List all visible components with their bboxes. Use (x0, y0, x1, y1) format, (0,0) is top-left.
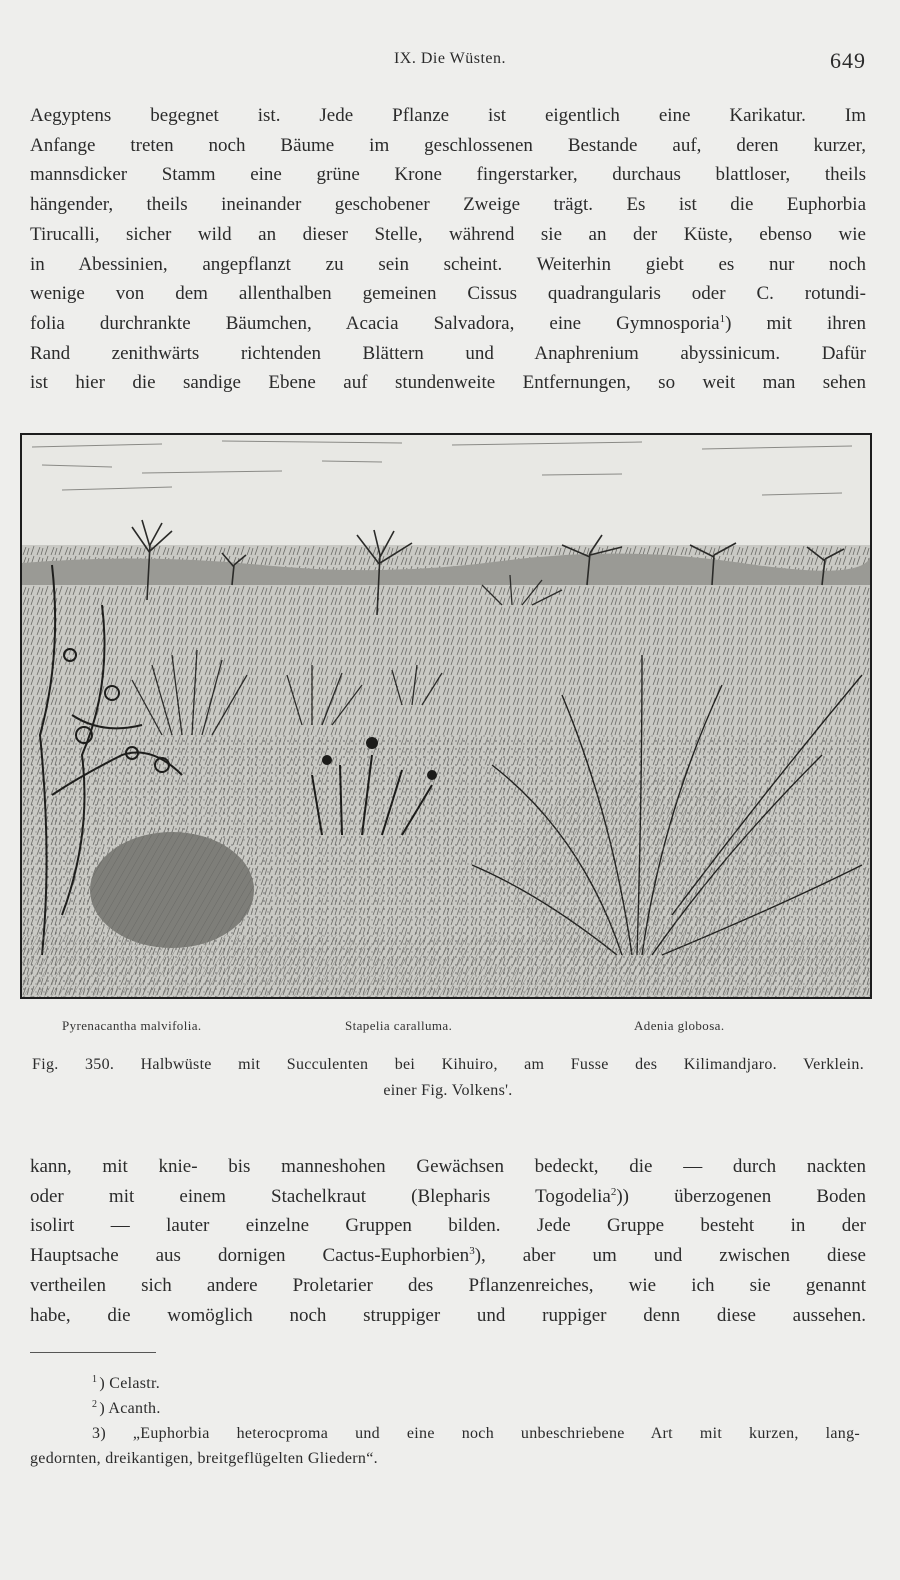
plant-label: Pyrenacantha malvifolia. (62, 1018, 202, 1033)
figure-caption (32, 1052, 864, 1104)
text-line: hängender, theils ineinander geschobener Zweige trägt. Es ist die Euphorbia (30, 194, 866, 216)
text-line: mannsdicker Stamm eine grüne Krone fingerstarker, durchaus blattloser, theils (30, 164, 866, 186)
text-fragment: Hauptsache aus dornigen Cactus-Euphorbien (30, 1245, 470, 1267)
footnotes (30, 1371, 860, 1471)
plant-labels (0, 1018, 900, 1038)
top-paragraph (30, 101, 866, 398)
footnote-text: ) Acanth. (99, 1400, 161, 1417)
text-line (30, 1241, 866, 1271)
landscape-engraving (22, 435, 870, 997)
text-line: habe, die womöglich noch struppiger und ruppiger denn diese aussehen. (30, 1304, 866, 1326)
text-line: wenige von dem allenthalben gemeinen Cissus quadrangularis oder C. rotundi- (30, 283, 866, 305)
running-head (0, 48, 900, 74)
text-fragment: ) mit ihren (725, 312, 866, 334)
text-line: vertheilen sich andere Proletarier des Pflanzenreiches, wie ich sie genannt (30, 1274, 866, 1296)
text-fragment: oder mit einem Stachelkraut (Blepharis Togodelia (30, 1185, 611, 1207)
text-line: Anfange treten noch Bäume im geschlossenen Bestande auf, deren kurzer, (30, 134, 866, 156)
text-fragment: folia durchrankte Bäumchen, Acacia Salvadora, eine Gymnosporia (30, 312, 720, 334)
running-title: IX. Die Wüsten. (393, 50, 507, 67)
footnote-text: ) Celastr. (99, 1375, 161, 1392)
footnote-mark: 2 (92, 1399, 98, 1410)
text-line (30, 1182, 866, 1212)
text-line: Rand zenithwärts richtenden Blättern und Anaphrenium abyssinicum. Dafür (30, 342, 866, 364)
footnote-rule (30, 1352, 156, 1353)
text-fragment: ), aber um und zwischen diese (474, 1245, 866, 1267)
caption-line: Fig. 350. Halbwüste mit Succulenten bei Kihuiro, am Fusse des Kilimandjaro. Verklein. (32, 1056, 864, 1073)
footnote-ref[interactable]: 1 (719, 312, 726, 325)
plant-label: Stapelia caralluma. (345, 1018, 453, 1033)
text-line: in Abessinien, angepflanzt zu sein scheint. Weiterhin giebt es nur noch (30, 253, 866, 275)
text-line: ist hier die sandige Ebene auf stundenweite Entfernungen, so weit man sehen (30, 372, 866, 394)
text-line (30, 309, 866, 339)
footnote-text: ) „Euphorbia heterocproma und eine noch unbeschriebene Art mit kurzen, lang- (100, 1425, 860, 1442)
plant-label: Adenia globosa. (634, 1018, 725, 1033)
text-line: Tirucalli, sicher wild an dieser Stelle, während sie an der Küste, ebenso wie (30, 223, 866, 245)
foreground-scrub (22, 935, 870, 997)
bottom-paragraph (30, 1152, 866, 1330)
caption-line: einer Fig. Volkens'. (383, 1082, 513, 1099)
footnote-2 (30, 1396, 860, 1421)
figure-illustration (20, 433, 872, 999)
footnote-1 (30, 1371, 860, 1396)
footnote-ref[interactable]: 3 (469, 1245, 475, 1258)
page-number: 649 (830, 48, 866, 73)
text-line: isolirt — lauter einzelne Gruppen bilden. Jede Gruppe besteht in der (30, 1215, 866, 1237)
footnote-mark: 3 (92, 1425, 101, 1442)
footnote-mark: 1 (92, 1374, 98, 1385)
text-line: kann, mit knie- bis manneshohen Gewächsen bedeckt, die — durch nackten (30, 1156, 866, 1177)
footnote-3-continuation: gedornten, dreikantigen, breitgeflügelten Gliedern“. (30, 1450, 378, 1467)
text-fragment: )) überzogenen Boden (616, 1185, 866, 1207)
footnote-ref[interactable]: 2 (610, 1185, 617, 1198)
footnote-3 (30, 1421, 860, 1446)
text-line: Aegyptens begegnet ist. Jede Pflanze ist eigentlich eine Karikatur. Im (30, 105, 866, 126)
